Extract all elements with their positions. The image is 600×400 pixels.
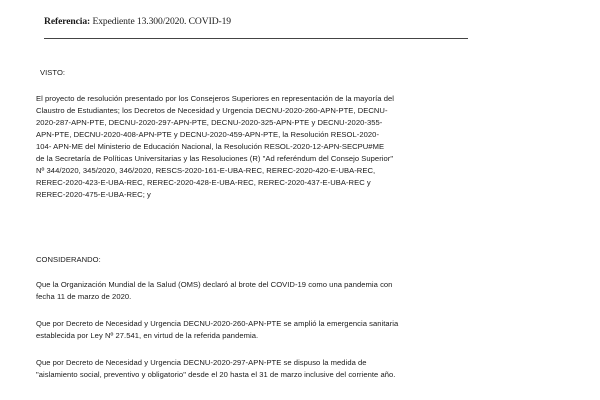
visto-line: Nº 344/2020, 345/2020, 346/2020, RESCS-2020-161-E-UBA-REC, REREC-2020-420-E-UBA-REC, <box>36 166 376 175</box>
considerando-line: Que por Decreto de Necesidad y Urgencia DECNU-2020-260-APN-PTE se amplió la emergencia sanitaria <box>36 319 399 328</box>
visto-line: APN-PTE, DECNU-2020-408-APN-PTE y DECNU-2020-459-APN-PTE, la Resolución RESOL-2020- <box>36 130 380 139</box>
visto-line: El proyecto de resolución presentado por los Consejeros Superiores en representación de la mayoría del <box>36 94 394 103</box>
considerando-paragraph-oms <box>36 279 564 303</box>
considerando-line: Que la Organización Mundial de la Salud (OMS) declaró al brote del COVID-19 como una pandemia con <box>36 280 393 289</box>
considerando-line: establecida por Ley Nº 27.541, en virtud de la referida pandemia. <box>36 331 259 340</box>
considerando-line: fecha 11 de marzo de 2020. <box>36 292 132 301</box>
reference-value: Expediente 13.300/2020. COVID-19 <box>92 16 232 27</box>
considerando-paragraph-decnu-260 <box>36 318 564 342</box>
reference-label: Referencia: <box>44 16 91 27</box>
considerando-paragraph-decnu-297 <box>36 357 571 381</box>
considerando-line: Que por Decreto de Necesidad y Urgencia DECNU-2020-297-APN-PTE se dispuso la medida de <box>36 358 367 367</box>
considerando-line: "aislamiento social, preventivo y obligatorio" desde el 20 hasta el 31 de marzo inclusive del corriente año. <box>36 370 396 379</box>
visto-line: de la Secretaría de Políticas Universitarias y las Resoluciones (R) "Ad referéndum del Consejo Superior" <box>36 154 394 163</box>
visto-line: REREC-2020-423-E-UBA-REC, REREC-2020-428-E-UBA-REC, REREC-2020-437-E-UBA-REC y <box>36 178 371 187</box>
visto-line: 104- APN-ME del Ministerio de Educación Nacional, la Resolución RESOL-2020-12-APN-SECPU#ME <box>36 142 385 151</box>
visto-paragraph <box>36 93 564 201</box>
considerando-heading: CONSIDERANDO: <box>36 255 101 264</box>
reference-header <box>44 16 231 27</box>
header-divider <box>44 38 468 39</box>
visto-line: Claustro de Estudiantes; los Decretos de Necesidad y Urgencia DECNU-2020-260-APN-PTE, DECNU- <box>36 106 388 115</box>
visto-line: 2020-287-APN-PTE, DECNU-2020-297-APN-PTE, DECNU-2020-325-APN-PTE y DECNU-2020-355- <box>36 118 383 127</box>
visto-line: REREC-2020-475-E-UBA-REC; y <box>36 190 151 199</box>
visto-heading: VISTO: <box>40 68 66 77</box>
